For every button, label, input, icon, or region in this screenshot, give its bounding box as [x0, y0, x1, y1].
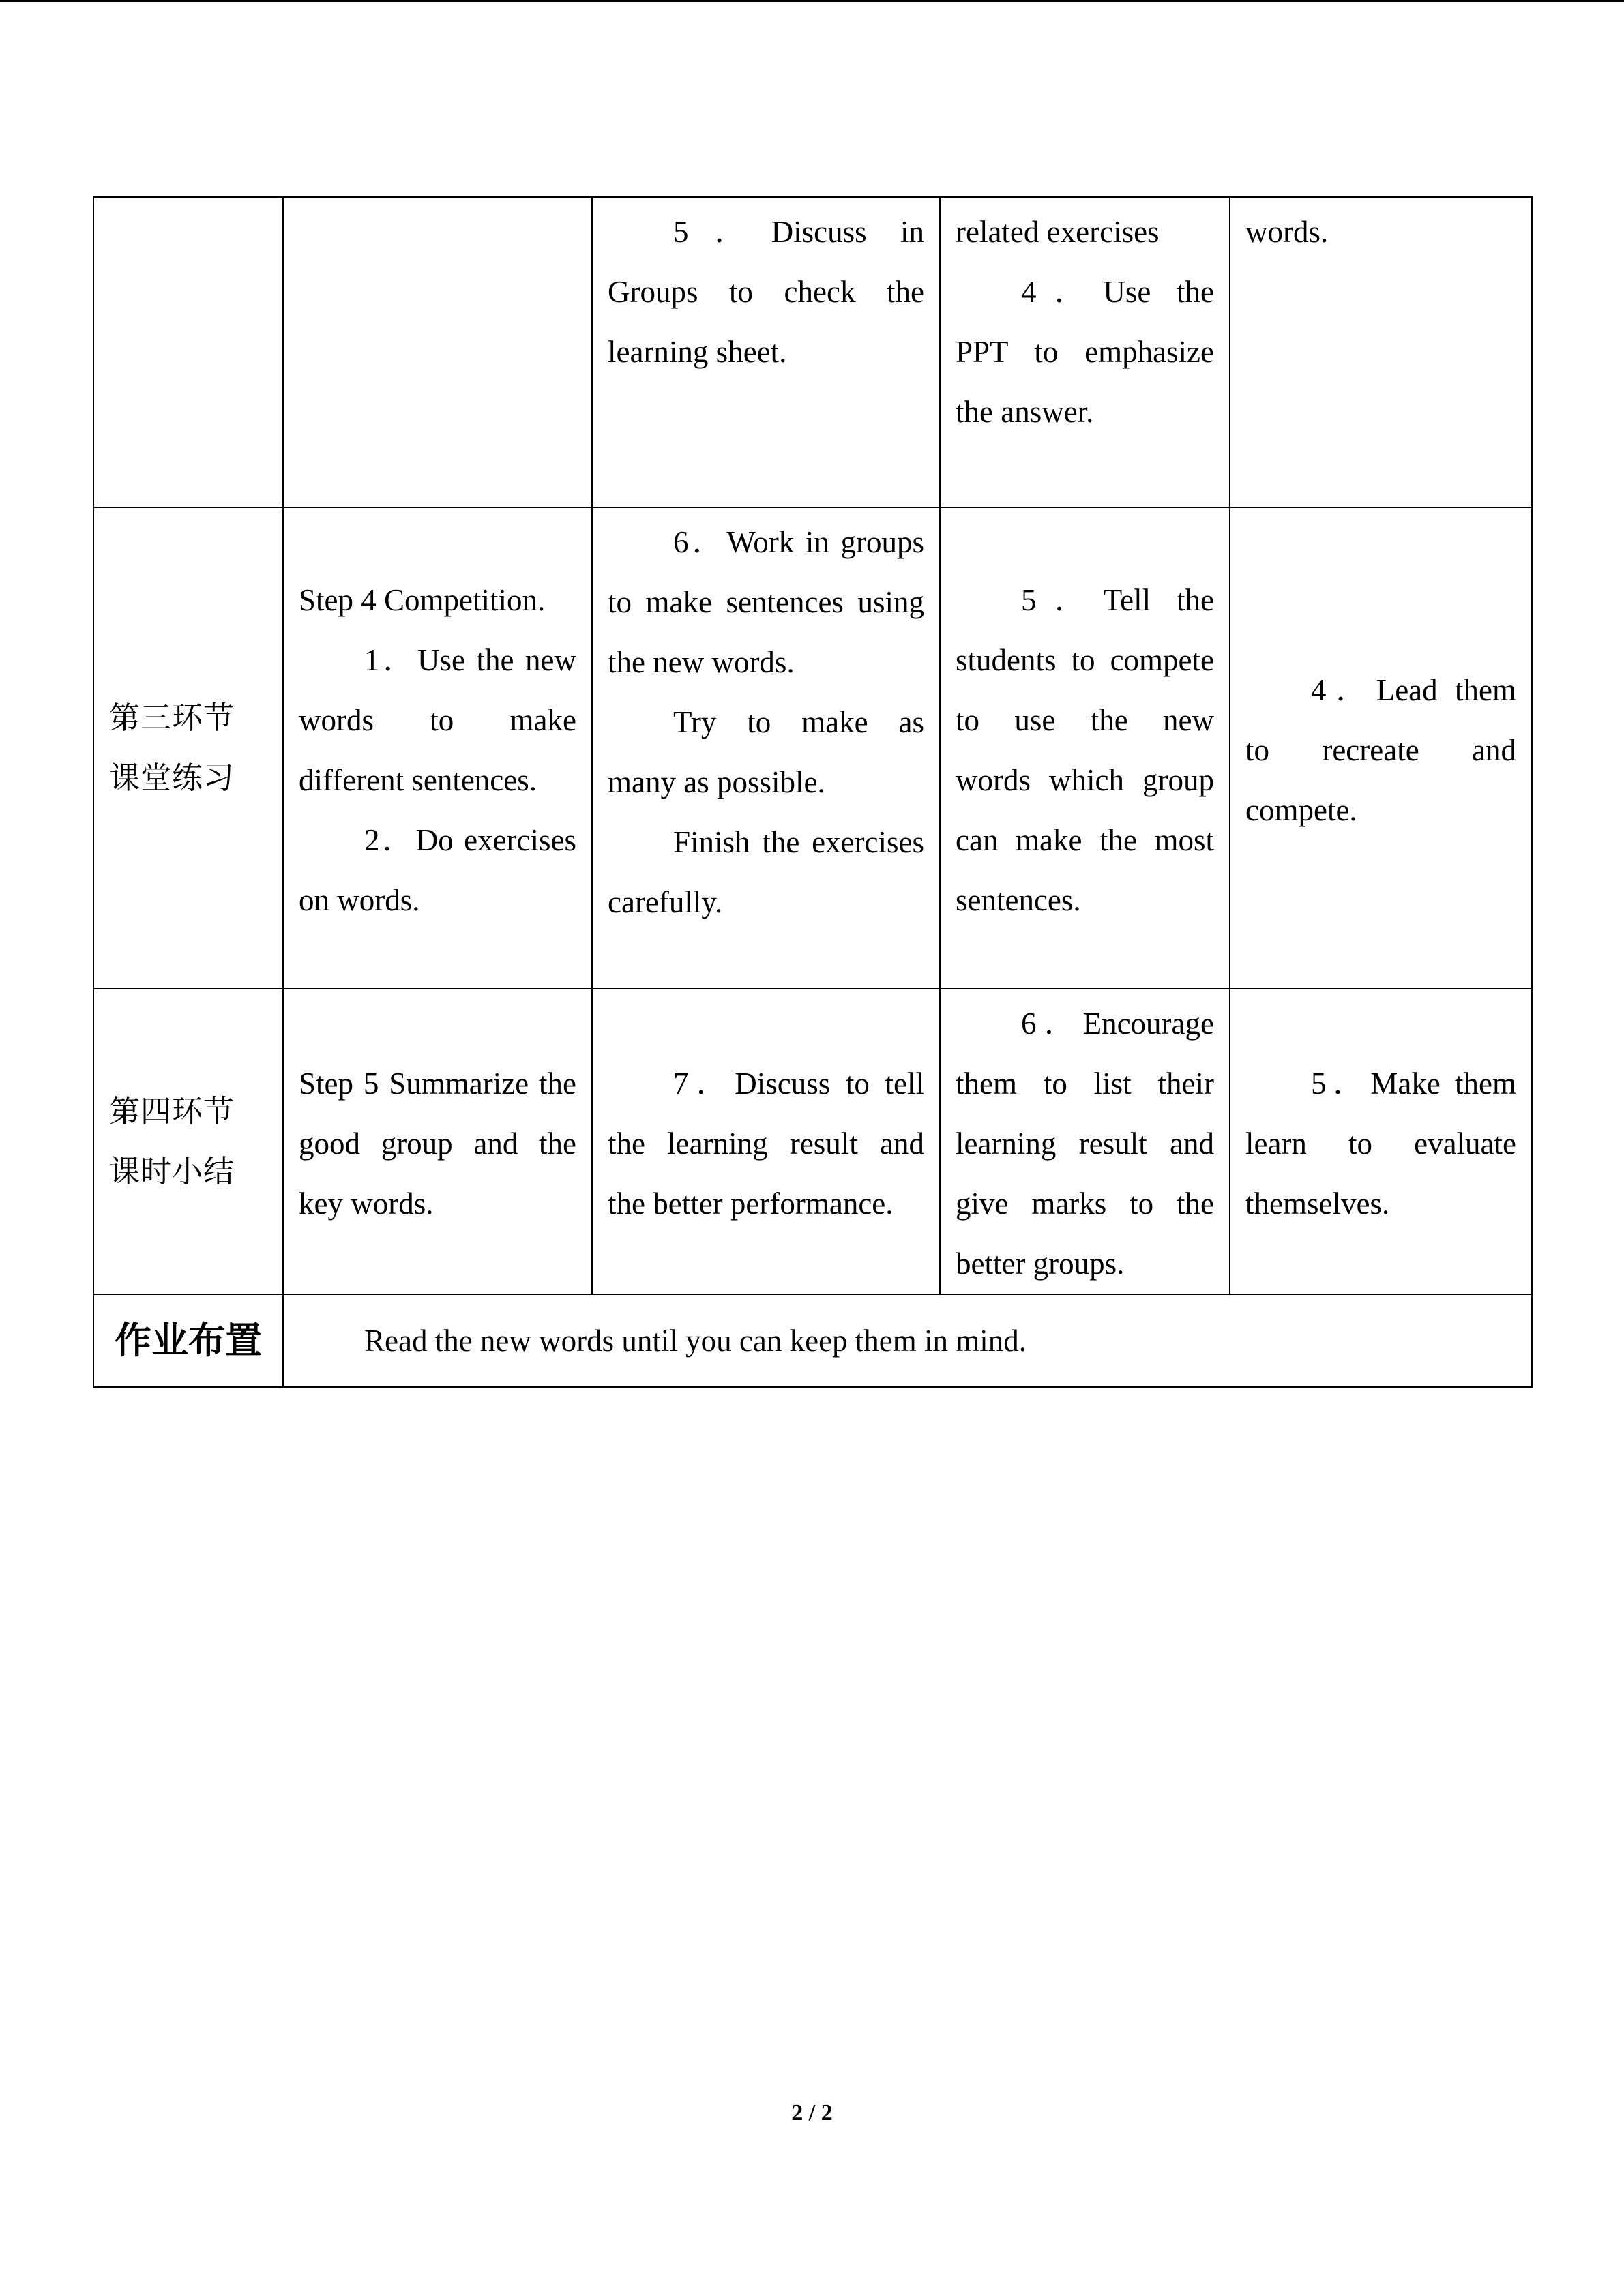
- cell-paragraph: words.: [1245, 215, 1329, 249]
- lesson-plan-table: [93, 196, 1533, 1388]
- step-content: [284, 198, 591, 202]
- page-number: 2 / 2: [791, 2100, 833, 2126]
- purpose-content: [1230, 198, 1531, 262]
- cell-paragraph: Step 4 Competition.: [299, 583, 546, 617]
- cell-paragraph: 5．Discuss in Groups to check the learning sheet.: [608, 215, 924, 369]
- student-activity-content: [593, 508, 939, 932]
- student-activity-cell: [592, 507, 940, 989]
- student-activity-cell: [592, 197, 940, 507]
- stage-label-line: 第三环节: [109, 700, 235, 736]
- teacher-activity-content: [941, 566, 1229, 930]
- stage-label: [94, 688, 282, 808]
- homework-row: [93, 1294, 1532, 1387]
- stage-cell: [93, 507, 283, 989]
- teacher-activity-cell: [940, 507, 1230, 989]
- teacher-activity-content: [941, 989, 1229, 1294]
- cell-paragraph: 1．Use the new words to make different sentences.: [299, 643, 576, 797]
- step-content: [284, 1049, 591, 1234]
- stage-cell: [93, 989, 283, 1294]
- step-cell: [283, 507, 592, 989]
- table-row: [93, 989, 1532, 1294]
- step-content: [284, 566, 591, 930]
- cell-paragraph: 4．Use the PPT to emphasize the answer.: [956, 275, 1214, 429]
- top-border-line: [0, 0, 1624, 2]
- purpose-content: [1230, 1049, 1531, 1234]
- homework-text: Read the new words until you can keep them in mind.: [364, 1324, 1027, 1358]
- cell-paragraph: 7．Discuss to tell the learning result and the better performance.: [608, 1067, 924, 1221]
- purpose-cell: [1230, 989, 1532, 1294]
- stage-cell: [93, 197, 283, 507]
- step-cell: [283, 989, 592, 1294]
- homework-text-cell: [283, 1294, 1532, 1387]
- cell-paragraph: 4．Lead them to recreate and compete.: [1245, 673, 1516, 827]
- purpose-cell: [1230, 197, 1532, 507]
- purpose-cell: [1230, 507, 1532, 989]
- stage-label-line: 课堂练习: [109, 760, 235, 796]
- student-activity-cell: [592, 989, 940, 1294]
- cell-paragraph: 2．Do exercises on words.: [299, 823, 576, 917]
- student-activity-content: [593, 198, 939, 382]
- teacher-activity-cell: [940, 197, 1230, 507]
- teacher-activity-cell: [940, 989, 1230, 1294]
- cell-paragraph: 6．Work in groups to make sentences using the new words.: [608, 525, 924, 679]
- homework-label: 作业布置: [115, 1319, 262, 1362]
- homework-label-cell: [93, 1294, 283, 1387]
- cell-paragraph: 5．Tell the students to compete to use the new words which group can make the most sentences.: [956, 583, 1214, 917]
- cell-paragraph: Try to make as many as possible.: [608, 705, 924, 799]
- cell-paragraph: Step 5 Summarize the good group and the key words.: [299, 1067, 576, 1221]
- cell-paragraph: Finish the exercises carefully.: [608, 825, 924, 919]
- table-row: [93, 507, 1532, 989]
- step-cell: [283, 197, 592, 507]
- cell-paragraph: 5．Make them learn to evaluate themselves.: [1245, 1067, 1516, 1221]
- cell-paragraph: related exercises: [956, 215, 1160, 249]
- teacher-activity-content: [941, 198, 1229, 442]
- stage-label-line: 课时小结: [109, 1153, 235, 1189]
- table-row: [93, 197, 1532, 507]
- stage-label: [94, 1082, 282, 1202]
- stage-label-line: 第四环节: [109, 1093, 235, 1129]
- cell-paragraph: 6．Encourage them to list their learning result and give marks to the better groups.: [956, 1007, 1214, 1281]
- student-activity-content: [593, 1049, 939, 1234]
- purpose-content: [1230, 656, 1531, 840]
